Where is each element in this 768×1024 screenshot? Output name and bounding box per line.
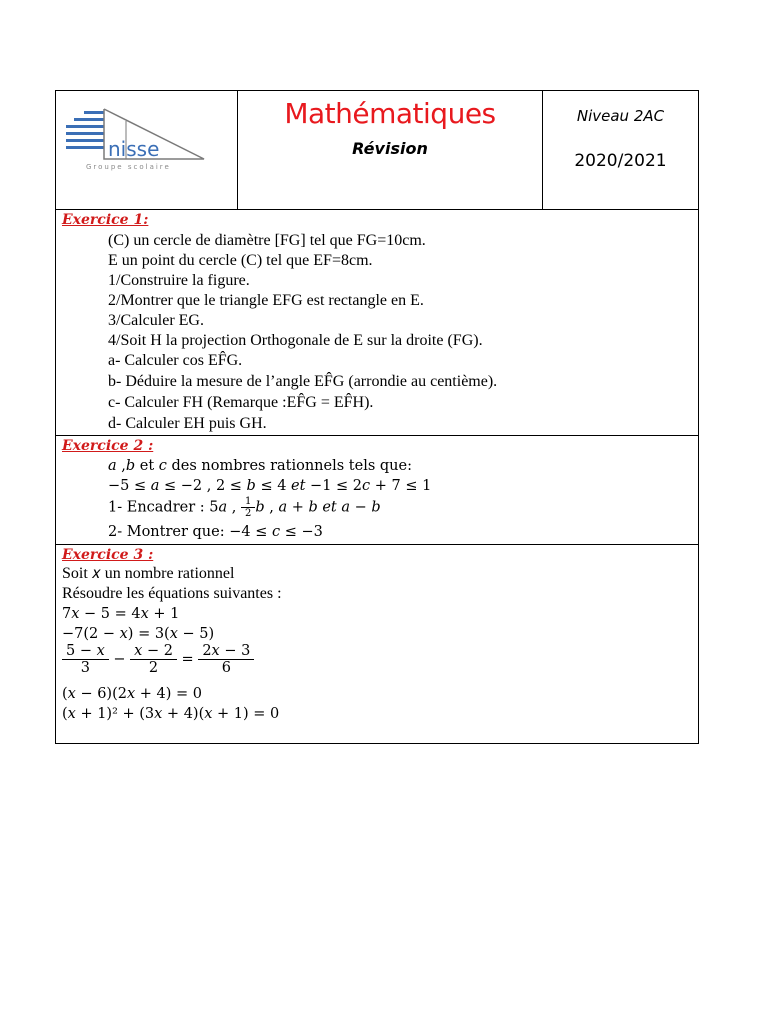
exercise-1-line: a- Calculer cos EF̂G.: [108, 352, 243, 369]
document-subtitle: Révision: [352, 139, 428, 158]
info-cell: [543, 91, 698, 209]
exercise-3: [55, 544, 699, 744]
logo-subtext: Groupe scolaire: [86, 163, 171, 171]
fraction-denominator: 6: [221, 660, 231, 676]
exercise-3-line: Résoudre les équations suivantes :: [62, 585, 282, 602]
fraction-numerator: 2𝑥 − 3: [198, 643, 254, 660]
equation: (𝑥 − 6)(2𝑥 + 4) = 0: [62, 686, 202, 702]
minus-sign: −: [113, 651, 126, 668]
fraction-numerator: 𝑥 − 2: [130, 643, 177, 660]
school-year: 2020/2021: [574, 151, 667, 171]
logo-text: nisse: [108, 137, 160, 161]
fraction-denominator: 3: [80, 660, 90, 676]
fraction: [62, 643, 109, 676]
exercise-2-line: −5 ≤ 𝑎 ≤ −2 , 2 ≤ 𝑏 ≤ 4 𝑒𝑡 −1 ≤ 2𝑐 + 7 ≤ 1: [108, 478, 432, 494]
document-title: Mathématiques: [284, 97, 496, 130]
fraction: [130, 643, 177, 676]
exercise-1-line: E un point du cercle (C) tel que EF=8cm.: [108, 252, 373, 269]
equation: (𝑥 + 1)² + (3𝑥 + 4)(𝑥 + 1) = 0: [62, 706, 280, 722]
fraction-numerator: 5 − 𝑥: [62, 643, 109, 660]
exercise-1-line: 3/Calculer EG.: [108, 312, 204, 329]
exercise-1-line: 2/Montrer que le triangle EFG est rectangle en E.: [108, 292, 424, 309]
encadrer-prefix: 1- Encadrer : 5𝑎 ,: [108, 499, 241, 516]
exercise-1-line: (C) un cercle de diamètre [FG] tel que FG=10cm.: [108, 232, 426, 249]
exercise-1-line: c- Calculer FH (Remarque :EF̂G = EF̂H).: [108, 394, 374, 411]
fraction-denominator: 2: [148, 660, 159, 676]
logo-cell: [56, 91, 238, 209]
exercise-2-title: Exercice 2 :: [62, 438, 154, 454]
exercise-3-line: Soit 𝑥 un nombre rationnel: [62, 565, 235, 582]
equals-sign: =: [181, 651, 194, 668]
exercise-1-line: 4/Soit H la projection Orthogonale de E sur la droite (FG).: [108, 332, 483, 349]
fraction: [198, 643, 254, 676]
exercise-2: [55, 435, 699, 545]
title-cell: [238, 91, 543, 209]
level-label: Niveau 2AC: [576, 107, 665, 125]
exercise-2-line: 𝑎 ,𝑏 et 𝑐 des nombres rationnels tels que:: [108, 458, 412, 474]
equation: 7𝑥 − 5 = 4𝑥 + 1: [62, 606, 180, 622]
exercise-3-title: Exercice 3 :: [62, 547, 154, 563]
fraction-one-half: [241, 496, 255, 519]
exercise-1: [55, 209, 699, 436]
school-logo: [66, 107, 216, 173]
equation: −7(2 − 𝑥) = 3(𝑥 − 5): [62, 626, 215, 642]
exercise-1-line: 1/Construire la figure.: [108, 272, 250, 289]
fraction-denominator: 2: [244, 508, 252, 519]
fraction-numerator: 1: [241, 496, 255, 508]
exercise-2-line: [108, 496, 381, 519]
equation-fractions: [62, 643, 254, 676]
exercise-1-line: b- Déduire la mesure de l’angle EF̂G (arrondie au centième).: [108, 373, 498, 390]
exercise-1-line: d- Calculer EH puis GH.: [108, 415, 267, 432]
exercise-2-line: 2- Montrer que: −4 ≤ 𝑐 ≤ −3: [108, 524, 323, 540]
encadrer-suffix: 𝑏 , 𝑎 + 𝑏 𝑒𝑡 𝑎 − 𝑏: [255, 499, 381, 516]
document-header: [55, 90, 699, 210]
exercise-1-title: Exercice 1:: [62, 212, 149, 228]
